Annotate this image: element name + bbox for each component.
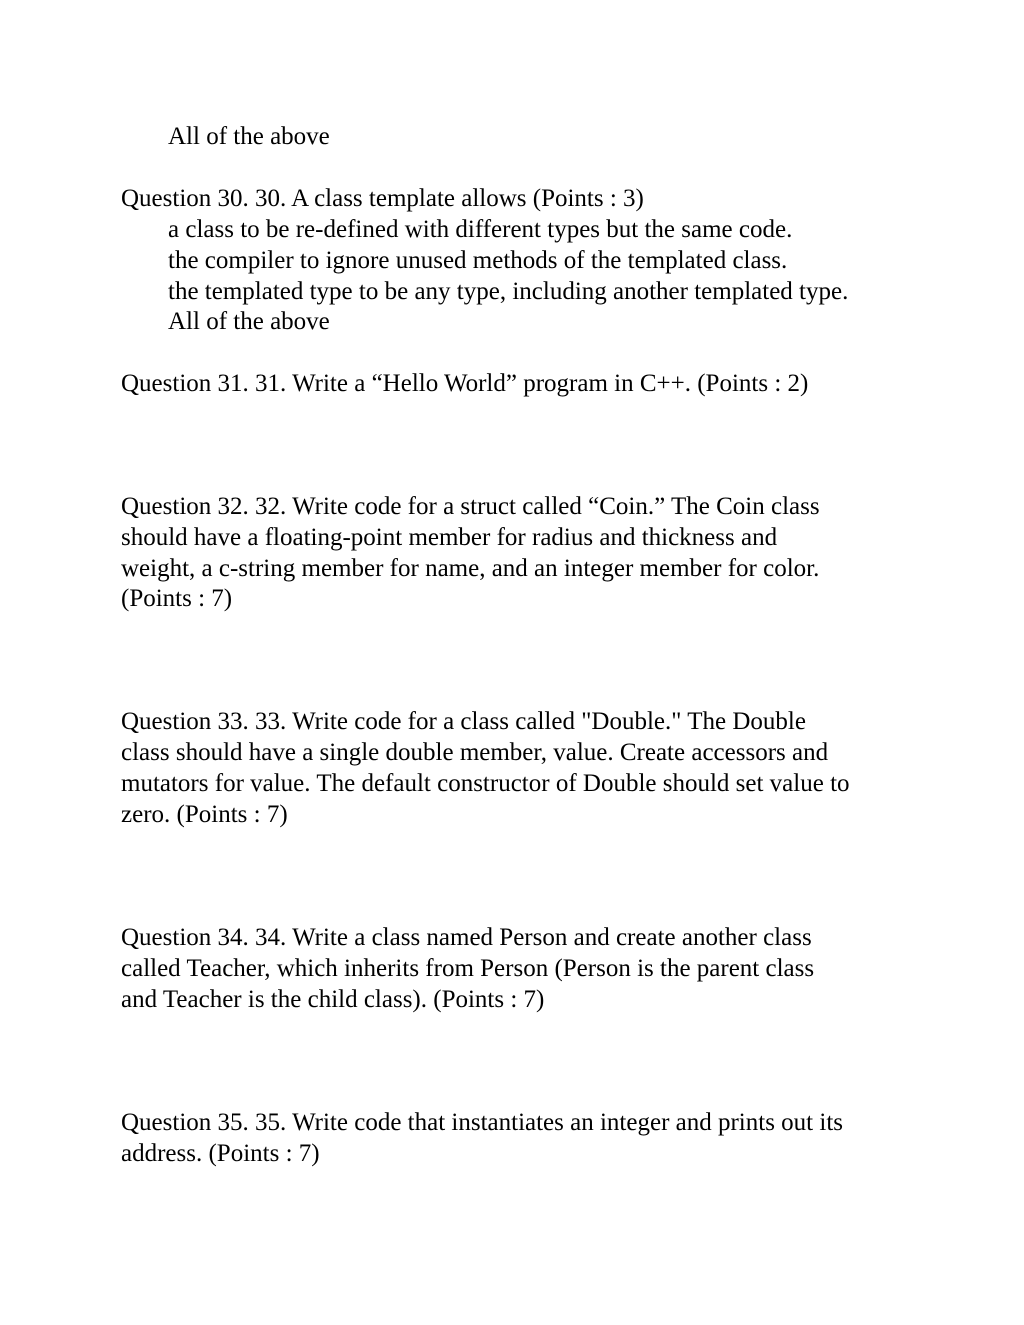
q30-option-a: a class to be re-defined with different types but the same code. bbox=[168, 216, 793, 243]
q33-line: mutators for value. The default constructor of Double should set value to bbox=[121, 770, 850, 797]
q35-line: address. (Points : 7) bbox=[121, 1140, 320, 1167]
q35-line: Question 35. 35. Write code that instantiates an integer and prints out its bbox=[121, 1109, 843, 1136]
q30-option-b: the compiler to ignore unused methods of the templated class. bbox=[168, 247, 788, 274]
q32-line: Question 32. 32. Write code for a struct called “Coin.” The Coin class bbox=[121, 493, 820, 520]
q29-option-d: All of the above bbox=[168, 123, 330, 150]
q33-line: Question 33. 33. Write code for a class called "Double." The Double bbox=[121, 708, 806, 735]
q33-line: zero. (Points : 7) bbox=[121, 801, 288, 828]
q34-line: Question 34. 34. Write a class named Person and create another class bbox=[121, 924, 812, 951]
q32-line: (Points : 7) bbox=[121, 585, 233, 612]
q30-prompt: Question 30. 30. A class template allows (Points : 3) bbox=[121, 185, 644, 212]
q33-line: class should have a single double member, value. Create accessors and bbox=[121, 739, 829, 766]
q34-line: and Teacher is the child class). (Points : 7) bbox=[121, 986, 545, 1013]
q31-prompt: Question 31. 31. Write a “Hello World” program in C++. (Points : 2) bbox=[121, 370, 809, 397]
q32-line: should have a floating-point member for radius and thickness and bbox=[121, 524, 778, 551]
q34-line: called Teacher, which inherits from Person (Person is the parent class bbox=[121, 955, 815, 982]
q30-option-d: All of the above bbox=[168, 308, 330, 335]
q30-option-c: the templated type to be any type, including another templated type. bbox=[168, 278, 849, 305]
q32-line: weight, a c-string member for name, and an integer member for color. bbox=[121, 555, 820, 582]
